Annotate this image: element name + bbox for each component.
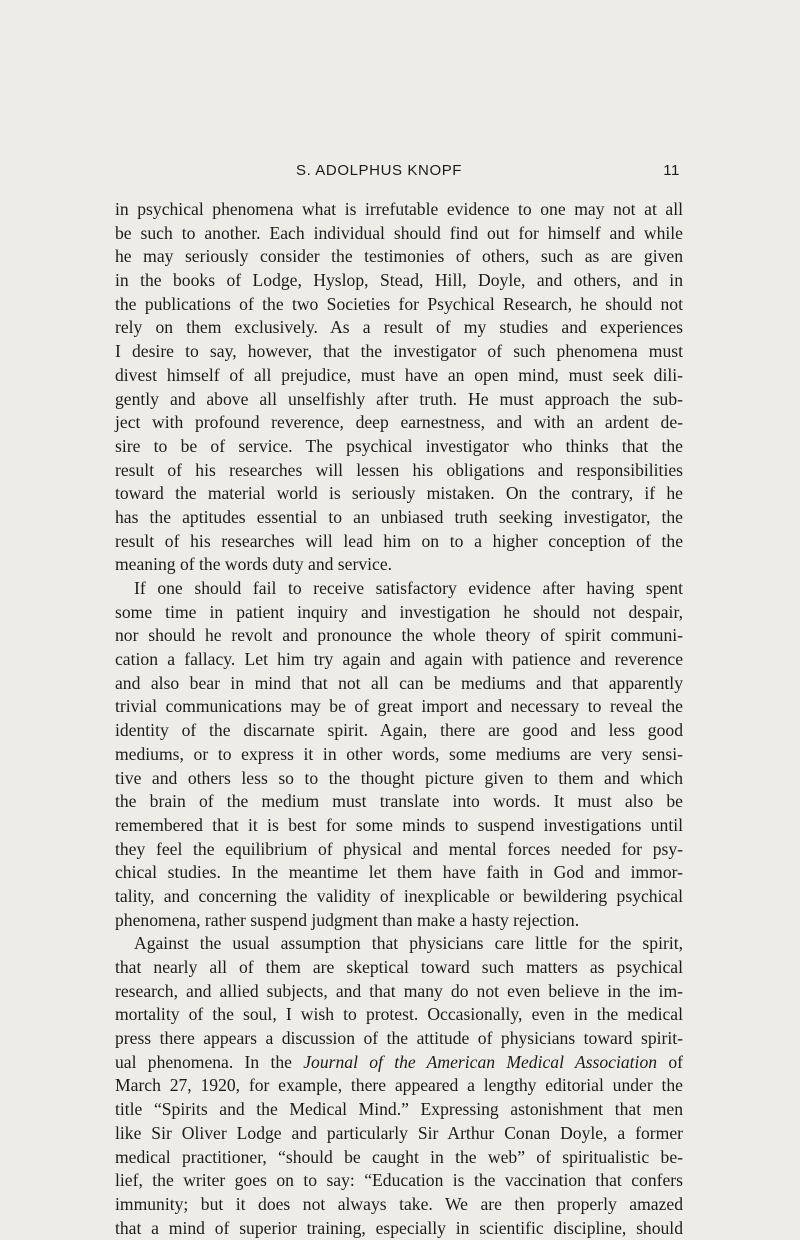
text-line: gently and above all unselfishly after truth. He must approach the sub-: [115, 388, 683, 409]
text-line: the brain of the medium must translate into words. It must also be: [115, 791, 683, 812]
text-line: ject with profound reverence, deep earnestness, and with an ardent de-: [115, 412, 683, 433]
text-line: that a mind of superior training, especially in scientific discipline, should: [115, 1217, 683, 1238]
text-line: press there appears a discussion of the attitude of physicians toward spirit-: [115, 1028, 683, 1049]
text-line: medical practitioner, “should be caught in the web” of spiritualistic be-: [115, 1146, 683, 1167]
text-line: tive and others less so to the thought picture given to them and which: [115, 767, 683, 788]
text-line: tality, and concerning the validity of inexplicable or bewildering psychical: [115, 885, 683, 906]
paragraph-first-line: Against the usual assumption that physicians care little for the spirit,: [134, 933, 683, 954]
text-line: has the aptitudes essential to an unbiased truth seeking investigator, the: [115, 506, 683, 527]
text-line: some time in patient inquiry and investigation he should not despair,: [115, 601, 683, 622]
running-title: S. ADOLPHUS KNOPF: [296, 162, 463, 179]
text-line: rely on them exclusively. As a result of my studies and experiences: [115, 317, 683, 338]
text-line: mortality of the soul, I wish to protest. Occasionally, even in the medical: [115, 1004, 683, 1025]
text-line: be such to another. Each individual should find out for himself and while: [115, 222, 683, 243]
text-line: in psychical phenomena what is irrefutable evidence to one may not at all: [115, 199, 683, 219]
text-line: title “Spirits and the Medical Mind.” Expressing astonishment that men: [115, 1099, 683, 1120]
text-line: the publications of the two Societies for Psychical Research, he should not: [115, 293, 683, 314]
text-line: nor should he revolt and pronounce the whole theory of spirit communi-: [115, 625, 683, 646]
text-line: meaning of the words duty and service.: [115, 554, 393, 575]
text-line: sire to be of service. The psychical investigator who thinks that the: [115, 435, 683, 456]
page-number: 11: [663, 162, 680, 179]
text-line: identity of the discarnate spirit. Again, there are good and less good: [115, 720, 683, 741]
text-line: they feel the equilibrium of physical and mental forces needed for psy-: [115, 838, 683, 859]
text-line: lief, the writer goes on to say: “Education is the vaccination that confers: [115, 1170, 683, 1191]
text-line: I desire to say, however, that the investigator of such phenomena must: [115, 341, 683, 362]
text-segment: ual phenomena. In the: [115, 1051, 292, 1072]
text-line: phenomena, rather suspend judgment than make a hasty rejection.: [115, 909, 580, 930]
text-line: March 27, 1920, for example, there appeared a lengthy editorial under the: [115, 1075, 683, 1096]
text-line: research, and allied subjects, and that many do not even believe in the im-: [115, 980, 683, 1001]
text-line: in the books of Lodge, Hyslop, Stead, Hill, Doyle, and others, and in: [115, 270, 683, 291]
text-line: immunity; but it does not always take. We are then properly amazed: [115, 1193, 683, 1214]
text-segment: of: [668, 1051, 683, 1072]
text-line: mediums, or to express it in other words, some mediums are very sensi-: [115, 743, 683, 764]
text-line: cation a fallacy. Let him try again and again with patience and reverence: [115, 649, 683, 670]
text-line: chical studies. In the meantime let them have faith in God and immor-: [115, 862, 683, 883]
text-line: toward the material world is seriously mistaken. On the contrary, if he: [115, 483, 683, 504]
text-line: and also bear in mind that not all can be mediums and that apparently: [115, 672, 683, 693]
paragraph-first-line: If one should fail to receive satisfactory evidence after having spent: [134, 578, 683, 598]
text-line: result of his researches will lead him on to a higher conception of the: [115, 530, 683, 551]
journal-title: Journal of the American Medical Association: [303, 1051, 658, 1072]
text-line-with-citation: [115, 1051, 683, 1075]
text-line: like Sir Oliver Lodge and particularly Sir Arthur Conan Doyle, a former: [115, 1122, 683, 1143]
text-line: divest himself of all prejudice, must have an open mind, must seek dili-: [115, 364, 683, 385]
text-line: trivial communications may be of great import and necessary to reveal the: [115, 696, 683, 717]
body-text: [115, 198, 683, 1240]
text-line: remembered that it is best for some minds to suspend investigations until: [115, 814, 683, 835]
text-line: that nearly all of them are skeptical toward such matters as psychical: [115, 957, 683, 977]
text-line: he may seriously consider the testimonies of others, such as are given: [115, 246, 683, 267]
text-line: result of his researches will lessen his obligations and responsibilities: [115, 459, 683, 480]
